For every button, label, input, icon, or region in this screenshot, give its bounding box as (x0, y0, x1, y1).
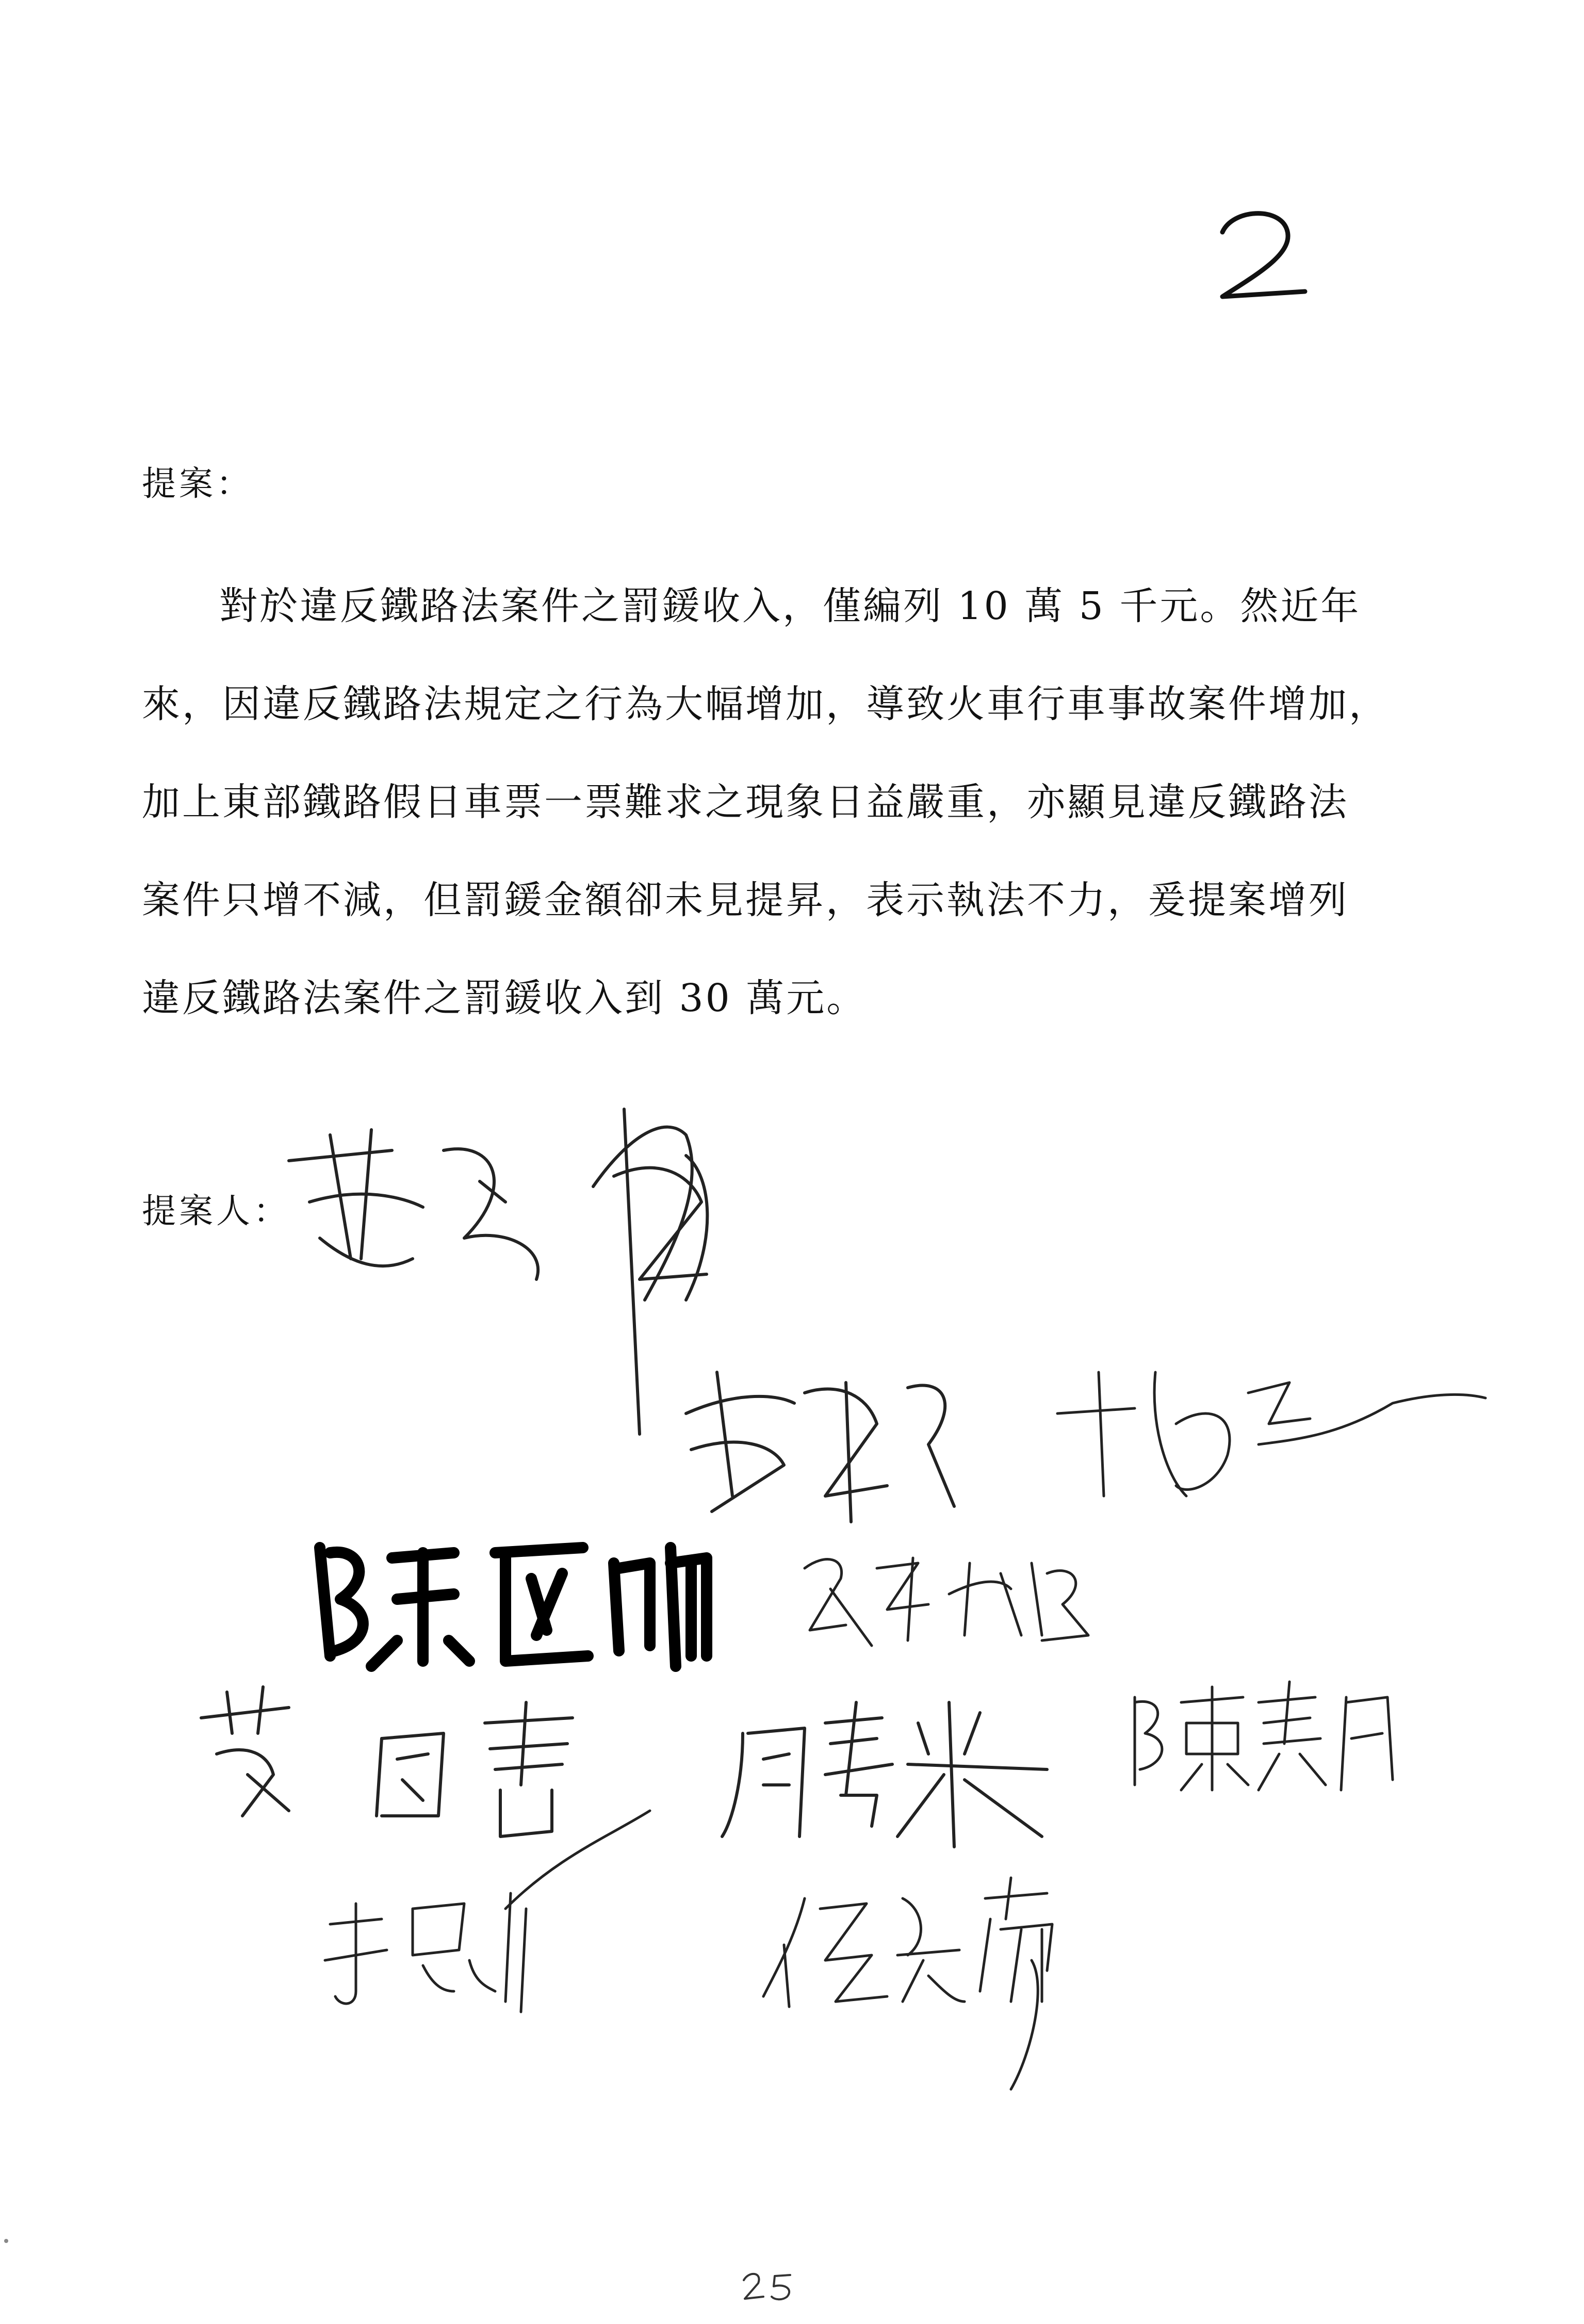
signature-2 (686, 1372, 954, 1522)
signature-8 (1135, 1682, 1393, 1790)
proposal-heading: 提案： (142, 464, 253, 503)
proposer-heading: 提案人： (142, 1191, 290, 1231)
handwritten-page-mark (1202, 201, 1315, 304)
page-number (738, 2265, 799, 2306)
signature-9 (325, 1811, 650, 2012)
body-line: 違反鐵路法案件之罰鍰收入到 30 萬元。 (142, 976, 867, 1020)
body-line: 來，因違反鐵路法規定之行為大幅增加，導致火車行車事故案件增加， (142, 682, 1389, 726)
body-line: 案件只增不減，但罰鍰金額卻未見提昇，表示執法不力，爰提案增列 (142, 878, 1349, 922)
body-line: 對於違反鐵路法案件之罰鍰收入，僅編列 10 萬 5 千元。然近年 (219, 584, 1361, 628)
signature-7 (722, 1702, 1047, 1847)
signature-6 (201, 1687, 573, 1837)
signature-4 (320, 1548, 707, 1666)
scan-speck (4, 2239, 8, 2243)
proposal-body (142, 557, 1389, 1047)
signature-10 (763, 1878, 1052, 2089)
signature-1 (289, 1109, 707, 1434)
body-line: 加上東部鐵路假日車票一票難求之現象日益嚴重，亦顯見違反鐵路法 (142, 780, 1349, 824)
signature-5 (805, 1558, 1088, 1646)
signature-3 (1057, 1372, 1485, 1496)
